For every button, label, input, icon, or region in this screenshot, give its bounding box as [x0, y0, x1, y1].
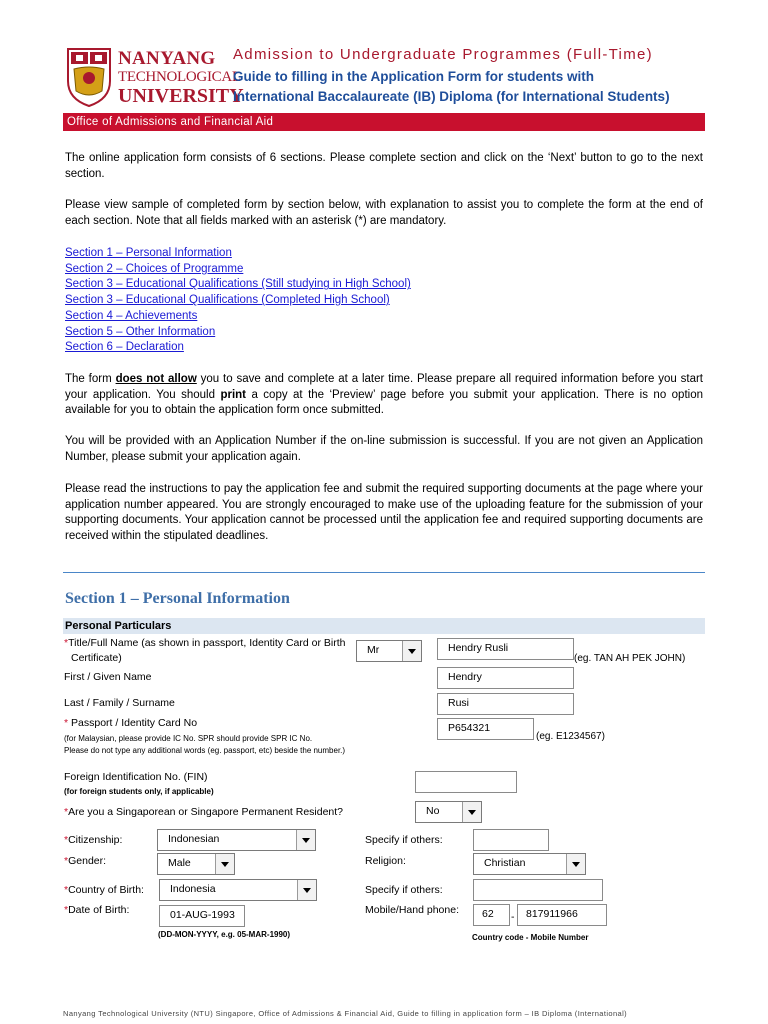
fin-input[interactable]: [415, 771, 517, 793]
intro-paragraph-5: Please read the instructions to pay the application fee and submit the required supporting documents at the page where your application number appeared. You are strongly encouraged to make use of the uploading feature for the submission of your supporting documents. Your application cannot be processed until the application fee and required supporting documents are received within the stipulated deadlines.: [65, 483, 703, 542]
document-subtitle: [233, 67, 670, 107]
required-asterisk: *: [64, 904, 69, 916]
link-section-3-completed[interactable]: Section 3 – Educational Qualifications (Completed High School): [65, 294, 390, 307]
logo-line1: NANYANG: [118, 48, 216, 69]
mobile-format-hint: Country code - Mobile Number: [472, 933, 589, 942]
title-fullname-label: *Title/Full Name (as shown in passport, Identity Card or Birth: [64, 637, 346, 649]
title-select[interactable]: Mr: [356, 640, 422, 662]
personal-particulars-header: Personal Particulars: [63, 618, 705, 634]
country-other-label: Specify if others:: [365, 884, 443, 896]
p3-print: print: [220, 388, 246, 401]
section-divider: [63, 572, 705, 573]
required-asterisk: *: [64, 855, 69, 867]
link-section-6[interactable]: Section 6 – Declaration: [65, 341, 184, 354]
passport-label: * Passport / Identity Card No: [64, 717, 198, 729]
passport-example: (eg. E1234567): [536, 731, 605, 742]
link-section-1[interactable]: Section 1 – Personal Information: [65, 247, 232, 259]
university-crest-icon: [66, 47, 112, 107]
dob-input[interactable]: 01-AUG-1993: [159, 905, 245, 927]
title-fullname-label-cont: Certificate): [71, 652, 122, 664]
intro-paragraph-1: The online application form consists of 6 sections. Please complete section and click on the ‘Next’ button to go to the next section.: [65, 152, 703, 180]
mobile-dash: -: [511, 911, 515, 923]
link-section-3-studying[interactable]: Section 3 – Educational Qualifications (Still studying in High School): [65, 278, 411, 291]
required-asterisk: *: [64, 806, 69, 818]
intro-paragraph-3: [65, 372, 703, 419]
mobile-label: Mobile/Hand phone:: [365, 904, 459, 916]
mobile-number-input[interactable]: 817911966: [517, 904, 607, 926]
full-name-input[interactable]: Hendry Rusli: [437, 638, 574, 660]
citizenship-select[interactable]: Indonesian: [157, 829, 316, 851]
link-section-5[interactable]: Section 5 – Other Information: [65, 325, 216, 338]
mobile-country-code-input[interactable]: 62: [473, 904, 510, 926]
subtitle-line1: Guide to filling in the Application Form for students with: [233, 69, 594, 84]
link-section-4[interactable]: Section 4 – Achievements: [65, 309, 198, 322]
subtitle-line2: International Baccalaureate (IB) Diploma (for International Students): [233, 89, 670, 104]
last-name-input[interactable]: Rusi: [437, 693, 574, 715]
chevron-down-icon: [296, 830, 315, 850]
p3-part-a: The form: [65, 373, 116, 385]
religion-label: Religion:: [365, 855, 406, 867]
citizenship-label: *Citizenship:: [64, 834, 123, 846]
link-section-2[interactable]: Section 2 – Choices of Programme: [65, 262, 244, 275]
intro-paragraph-4: You will be provided with an Application Number if the on-line submission is successful. If you are not given an Application Number, please submit your application again.: [65, 435, 703, 463]
passport-note-2: Please do not type any additional words (eg. passport, etc) beside the number.): [64, 746, 346, 755]
first-name-label: First / Given Name: [64, 671, 152, 683]
p3-does-not-allow: does not allow: [115, 373, 197, 385]
logo-line3: UNIVERSITY: [118, 85, 244, 107]
passport-note-1: (for Malaysian, please provide IC No. SPR should provide SPR IC No.: [64, 734, 313, 743]
country-of-birth-label: *Country of Birth:: [64, 884, 144, 896]
gender-label: *Gender:: [64, 855, 107, 867]
p3-part-e: a copy at the ‘Preview’ page before you submit your application. There is no option available for you to obtain the application form once submitted.: [65, 388, 703, 416]
logo-line2: TECHNOLOGICAL: [118, 69, 241, 85]
country-of-birth-select[interactable]: Indonesia: [159, 879, 317, 901]
first-name-input[interactable]: Hendry: [437, 667, 574, 689]
gender-select[interactable]: Male: [157, 853, 235, 875]
last-name-label: Last / Family / Surname: [64, 697, 175, 709]
intro-paragraph-2: Please view sample of completed form by section below, with explanation to assist you to complete the form at the end of each section. Note that all fields marked with an asterisk (*) are mandatory.: [65, 199, 703, 227]
dob-format-hint: (DD-MON-YYYY, e.g. 05-MAR-1990): [158, 930, 291, 939]
chevron-down-icon: [566, 854, 585, 874]
citizenship-other-input[interactable]: [473, 829, 549, 851]
document-title: Admission to Undergraduate Programmes (Full-Time): [233, 46, 653, 63]
chevron-down-icon: [297, 880, 316, 900]
chevron-down-icon: [215, 854, 234, 874]
chevron-down-icon: [402, 641, 421, 661]
page-footer: Nanyang Technological University (NTU) Singapore, Office of Admissions & Financial Aid, Guide to filling in application form – IB Diploma (International): [63, 1009, 628, 1018]
pr-select[interactable]: No: [415, 801, 482, 823]
required-asterisk: *: [64, 717, 69, 729]
passport-input[interactable]: P654321: [437, 718, 534, 740]
ntu-logo: [66, 47, 244, 109]
logo-wordmark: [118, 49, 244, 106]
section-1-title: Section 1 – Personal Information: [65, 590, 290, 607]
citizenship-other-label: Specify if others:: [365, 834, 443, 846]
full-name-example: (eg. TAN AH PEK JOHN): [574, 653, 686, 664]
required-asterisk: *: [64, 637, 69, 649]
fin-note: (for foreign students only, if applicable): [64, 787, 214, 796]
pr-label: *Are you a Singaporean or Singapore Permanent Resident?: [64, 806, 344, 818]
required-asterisk: *: [64, 884, 69, 896]
fin-label: Foreign Identification No. (FIN): [64, 771, 208, 783]
dob-label: *Date of Birth:: [64, 904, 130, 916]
required-asterisk: *: [64, 834, 69, 846]
section-links: [65, 246, 411, 356]
chevron-down-icon: [462, 802, 481, 822]
office-bar: Office of Admissions and Financial Aid: [63, 113, 705, 131]
religion-select[interactable]: Christian: [473, 853, 586, 875]
p3-part-c: you to save and complete at a later time. Please prepare all required information before you start your application. You should: [65, 373, 703, 401]
country-other-input[interactable]: [473, 879, 603, 901]
